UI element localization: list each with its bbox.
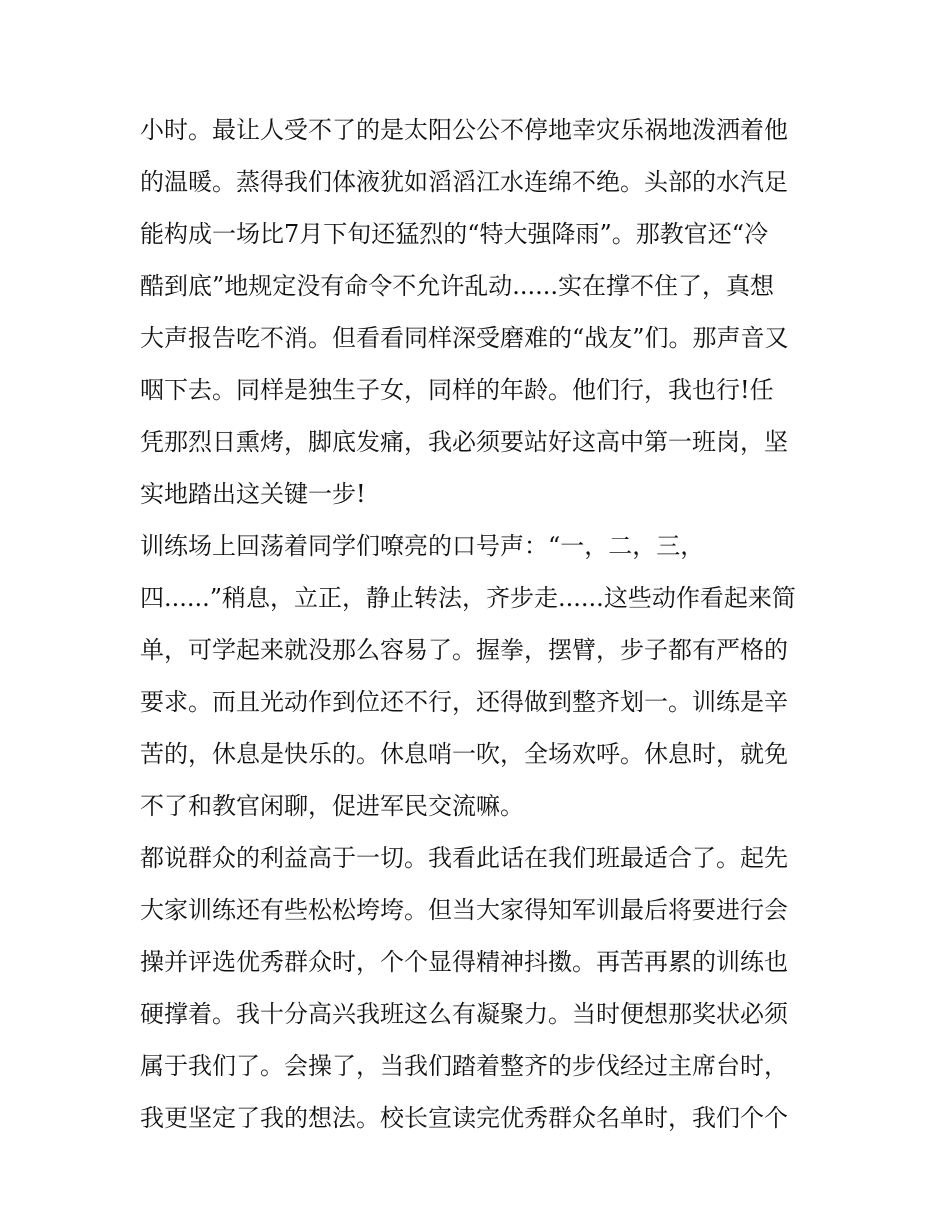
- text-line: 苦的，休息是快乐的。休息哨一吹，全场欢呼。休息时，就免: [140, 740, 788, 768]
- text-line: 我更坚定了我的想法。校长宣读完优秀群众名单时，我们个个: [140, 1104, 788, 1132]
- text-line: 训练场上回荡着同学们嘹亮的口号声：“一，二，三，: [140, 532, 705, 560]
- text-line: 大家训练还有些松松垮垮。但当大家得知军训最后将要进行会: [140, 896, 788, 924]
- text-line: 都说群众的利益高于一切。我看此话在我们班最适合了。起先: [140, 844, 788, 872]
- text-line: 要求。而且光动作到位还不行，还得做到整齐划一。训练是辛: [140, 688, 788, 716]
- text-line: 硬撑着。我十分高兴我班这么有凝聚力。当时便想那奖状必须: [140, 1000, 788, 1028]
- text-line: 咽下去。同样是独生子女，同样的年龄。他们行，我也行!任: [140, 376, 774, 404]
- text-line: 属于我们了。会操了，当我们踏着整齐的步伐经过主席台时，: [140, 1052, 788, 1080]
- text-line: 操并评选优秀群众时，个个显得精神抖擞。再苦再累的训练也: [140, 948, 788, 976]
- text-line: 能构成一场比7月下旬还猛烈的“特大强降雨”。那教官还“冷: [140, 220, 769, 248]
- text-line: 酷到底”地规定没有命令不允许乱动......实在撑不住了，真想: [140, 272, 775, 300]
- text-line: 实地踏出这关键一步!: [140, 480, 366, 508]
- text-line: 单，可学起来就没那么容易了。握拳，摆臂，步子都有严格的: [140, 636, 788, 664]
- text-line: 四......”稍息，立正，静止转法，齐步走......这些动作看起来简: [140, 584, 796, 612]
- text-line: 小时。最让人受不了的是太阳公公不停地幸灾乐祸地泼洒着他: [140, 116, 788, 144]
- text-line: 不了和教官闲聊，促进军民交流嘛。: [140, 792, 524, 820]
- text-line: 凭那烈日熏烤，脚底发痛，我必须要站好这高中第一班岗，坚: [140, 428, 788, 456]
- text-line: 大声报告吃不消。但看看同样深受磨难的“战友”们。那声音又: [140, 324, 789, 352]
- text-line: 的温暖。蒸得我们体液犹如滔滔江水连绵不绝。头部的水汽足: [140, 168, 788, 196]
